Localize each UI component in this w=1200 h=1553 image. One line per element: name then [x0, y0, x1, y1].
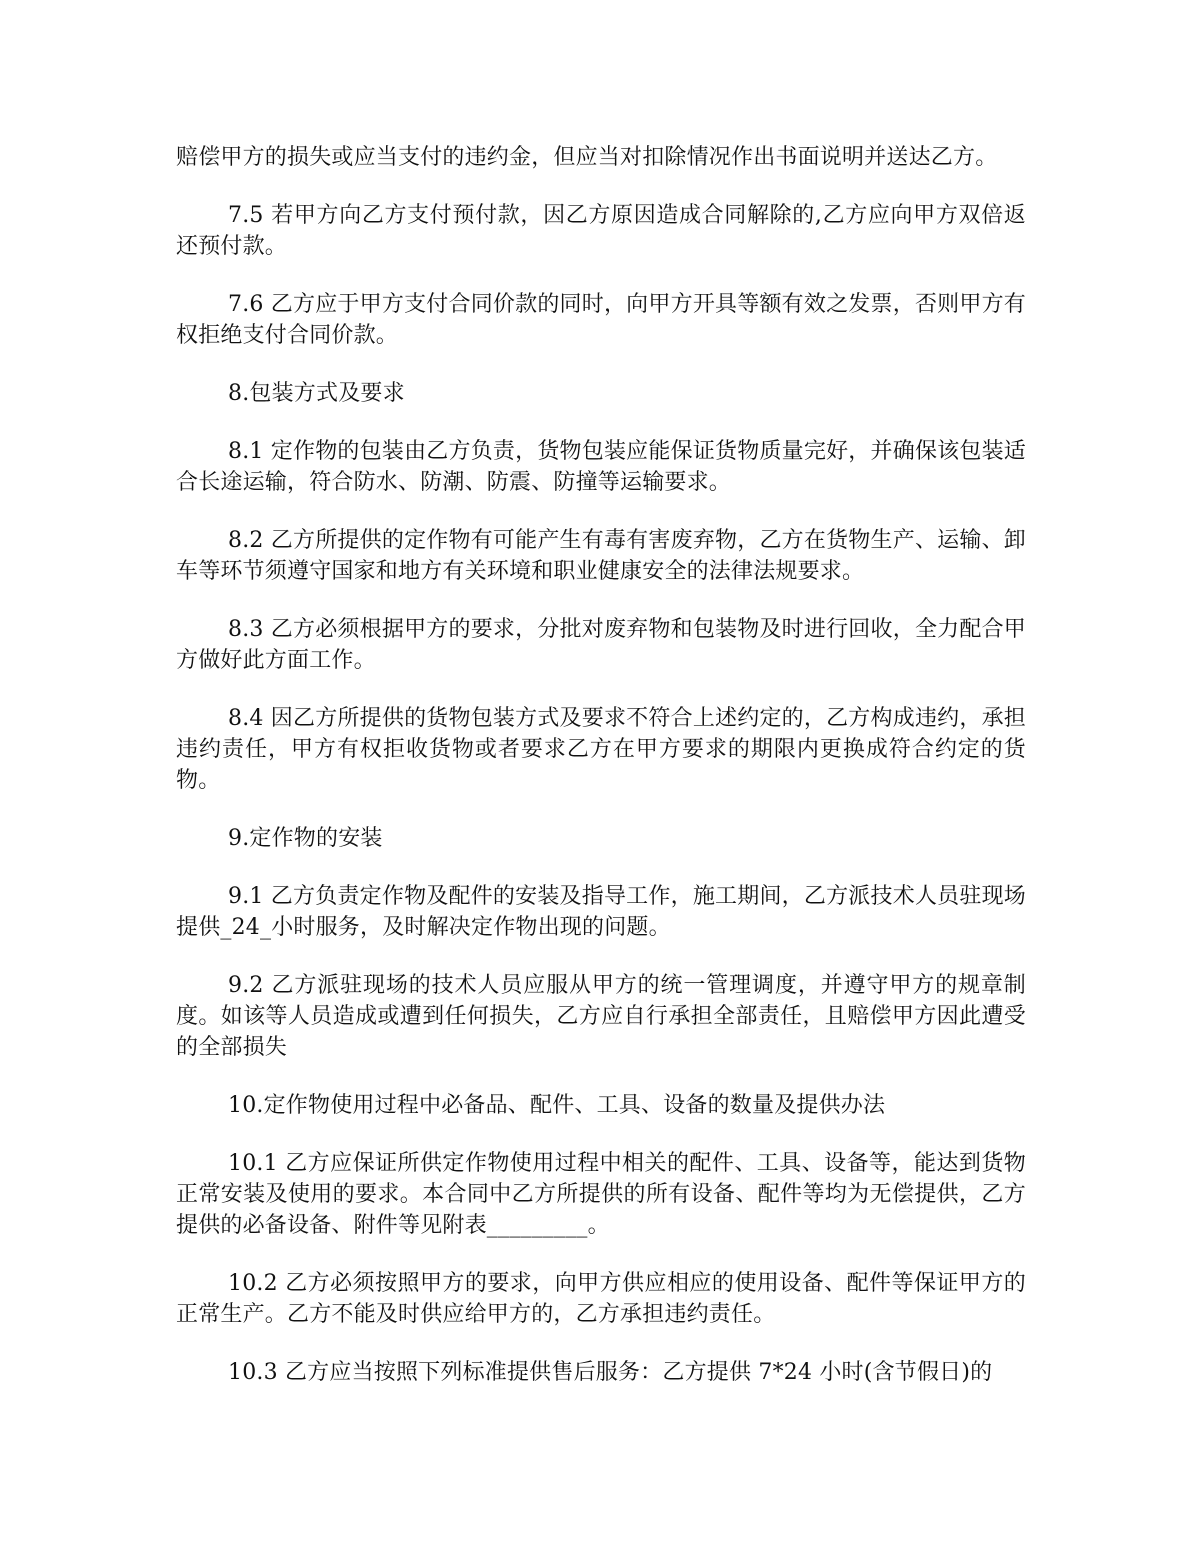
paragraph-8-2: 8.2 乙方所提供的定作物有可能产生有毒有害废弃物，乙方在货物生产、运输、卸车等环节须遵守国家和地方有关环境和职业健康安全的法律法规要求。	[176, 528, 1026, 584]
paragraph-10-1: 10.1 乙方应保证所供定作物使用过程中相关的配件、工具、设备等，能达到货物正常安装及使用的要求。本合同中乙方所提供的所有设备、配件等均为无偿提供，乙方提供的必备设备、附件等见附表_________。	[176, 1151, 1026, 1238]
paragraph-7-5: 7.5 若甲方向乙方支付预付款，因乙方原因造成合同解除的,乙方应向甲方双倍返还预付款。	[176, 203, 1026, 259]
document-body	[176, 142, 1026, 1415]
paragraph-10-3: 10.3 乙方应当按照下列标准提供售后服务：乙方提供 7*24 小时(含节假日)的	[228, 1360, 993, 1385]
paragraph-10-2: 10.2 乙方必须按照甲方的要求，向甲方供应相应的使用设备、配件等保证甲方的正常生产。乙方不能及时供应给甲方的，乙方承担违约责任。	[176, 1271, 1026, 1327]
section-heading-10: 10.定作物使用过程中必备品、配件、工具、设备的数量及提供办法	[228, 1093, 886, 1118]
paragraph-8-3: 8.3 乙方必须根据甲方的要求，分批对废弃物和包装物及时进行回收，全力配合甲方做好此方面工作。	[176, 617, 1026, 673]
paragraph-8-1: 8.1 定作物的包装由乙方负责，货物包装应能保证货物质量完好，并确保该包装适合长途运输，符合防水、防潮、防震、防撞等运输要求。	[176, 439, 1026, 495]
paragraph-7-6: 7.6 乙方应于甲方支付合同价款的同时，向甲方开具等额有效之发票，否则甲方有权拒绝支付合同价款。	[176, 292, 1026, 348]
paragraph-continuation: 赔偿甲方的损失或应当支付的违约金，但应当对扣除情况作出书面说明并送达乙方。	[176, 145, 998, 170]
section-heading-9: 9.定作物的安装	[228, 826, 383, 851]
paragraph-9-1: 9.1 乙方负责定作物及配件的安装及指导工作，施工期间，乙方派技术人员驻现场提供_24_小时服务，及时解决定作物出现的问题。	[176, 884, 1026, 940]
paragraph-8-4: 8.4 因乙方所提供的货物包装方式及要求不符合上述约定的，乙方构成违约，承担违约责任，甲方有权拒收货物或者要求乙方在甲方要求的期限内更换成符合约定的货物。	[176, 706, 1026, 793]
paragraph-9-2: 9.2 乙方派驻现场的技术人员应服从甲方的统一管理调度，并遵守甲方的规章制度。如该等人员造成或遭到任何损失，乙方应自行承担全部责任，且赔偿甲方因此遭受的全部损失	[176, 973, 1026, 1060]
section-heading-8: 8.包装方式及要求	[228, 381, 405, 406]
